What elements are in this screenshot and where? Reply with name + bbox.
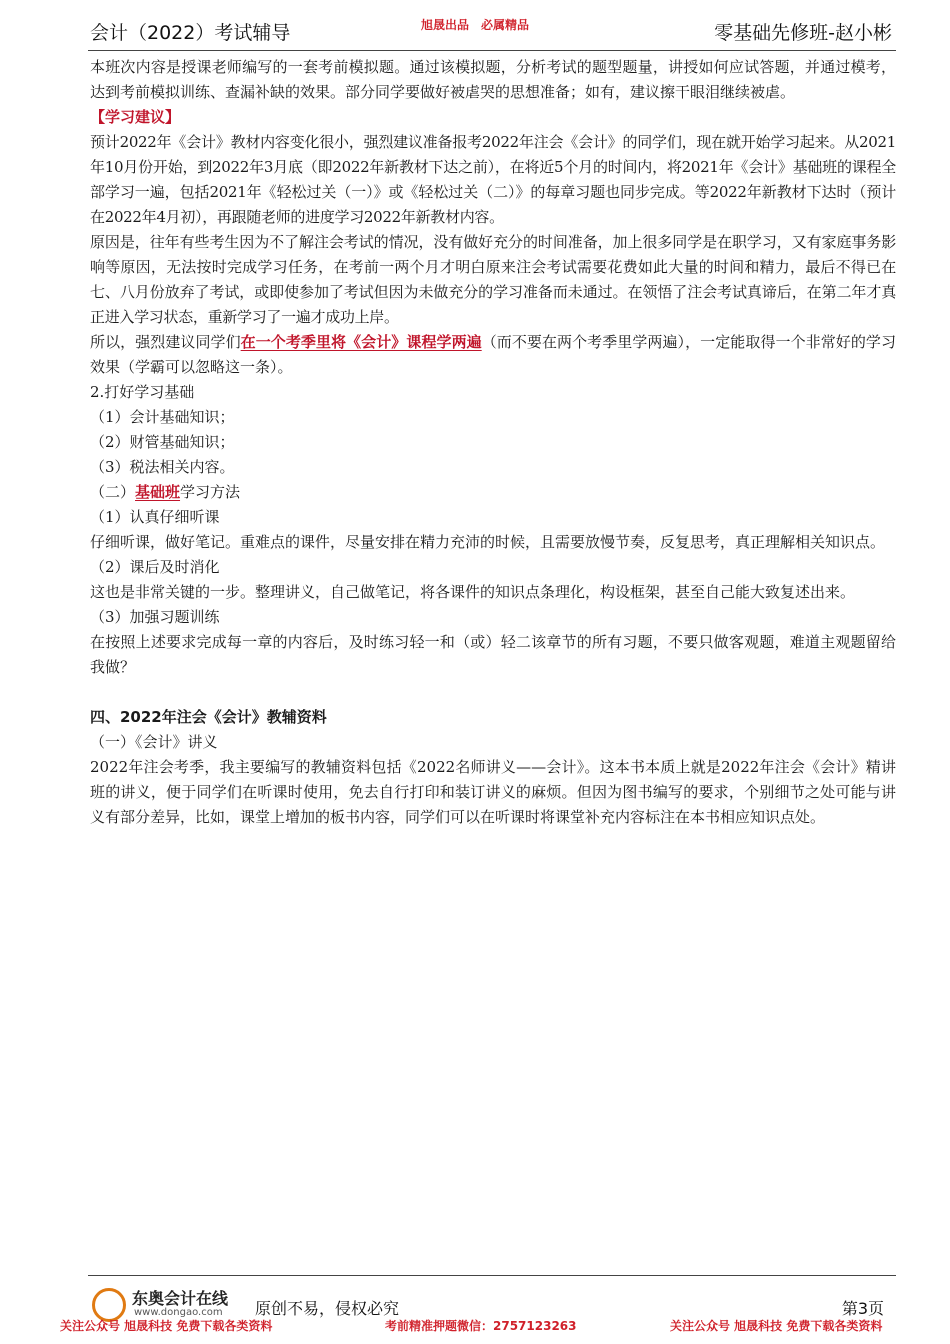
header-watermark: 旭晟出品 必属精品 [421,18,530,32]
method-2-text: 这也是非常关键的一步。整理讲义，自己做笔记，将各课件的知识点条理化，构设框架，甚至自己能大致复述出来。 [90,583,856,601]
footer-slogan: 原创不易，侵权必究 [255,1299,400,1318]
method-1-title: （1）认真仔细听课 [90,508,220,526]
footer-divider [88,1275,896,1276]
method-3-title: （3）加强习题训练 [90,608,220,626]
method-heading [90,480,896,505]
basis-item-1: （1）会计基础知识； [90,408,235,426]
basis-item-3: （3）税法相关内容。 [90,458,235,476]
header-class-name: 零基础先修班-赵小彬 [714,22,892,44]
method-3-text: 在按照上述要求完成每一章的内容后，及时练习轻一和（或）轻二该章节的所有习题，不要只做客观题，难道主观题留给我做？ [90,633,896,676]
footer-watermark-center: 考前精准押题微信：2757123263 [385,1319,577,1333]
advice-3-lead: 所以，强烈建议同学们 [90,333,241,351]
basis-item-2: （2）财管基础知识； [90,433,235,451]
method-1-text: 仔细听课，做好笔记。重难点的课件，尽量安排在精力充沛的时候，且需要放慢节奏，反复思考，真正理解相关知识点。 [90,533,886,551]
basis-heading: 2.打好学习基础 [90,383,195,401]
advice-paragraph-2: 原因是，往年有些考生因为不了解注会考试的情况，没有做好充分的时间准备，加上很多同学是在职学习，又有家庭事务影响等原因，无法按时完成学习任务，在考前一两个月才明白原来注会考试需要花费如此大量的时间和精力，最后不得已在七、八月份放弃了考试，或即使参加了考试但因为未做充分的学习准备而未通过。在领悟了注会考试真谛后，在第二年才真正进入学习状态，重新学习了一遍才成功上岸。 [90,233,896,326]
advice-paragraph-3 [90,330,896,380]
advice-3-tail: （而不要在两个考季里学两遍），一定能取得一个非常好的学习效果（学霸可以忽略这一条）。 [90,333,896,376]
section-4-heading: 四、2022年注会《会计》教辅资料 [90,708,327,726]
page-number: 第3页 [841,1299,884,1318]
logo-url: www.dongao.com [134,1307,223,1318]
logo-name: 东奥会计在线 [132,1289,229,1308]
page-header [88,14,896,51]
method-heading-lead: （二） [90,483,136,501]
method-heading-tail: 学习方法 [180,483,241,501]
section-4-paragraph: 2022年注会考季，我主要编写的教辅资料包括《2022名师讲义——会计》。这本书本质上就是2022年注会《会计》精讲班的讲义，便于同学们在听课时使用，免去自行打印和装订讲义的麻烦。但因为图书编写的要求，个别细节之处可能与讲义有部分差异，比如，课堂上增加的板书内容，同学们可以在听课时将课堂补充内容标注在本书相应知识点处。 [90,758,896,826]
document-body [90,55,896,830]
advice-paragraph-1: 预计2022年《会计》教材内容变化很小，强烈建议准备报考2022年注会《会计》的同学们，现在就开始学习起来。从2021年10月份开始，到2022年3月底（即2022年新教材下达之前），在将近5个月的时间内，将2021年《会计》基础班的课程全部学习一遍，包括2021年《轻松过关（一）》或《轻松过关（二）》的每章习题也同步完成。等2022年新教材下达时（预计在2022年4月初），再跟随老师的进度学习2022年新教材内容。 [90,133,896,226]
intro-paragraph: 本班次内容是授课老师编写的一套考前模拟题。通过该模拟题，分析考试的题型题量，讲授如何应试答题，并通过模考，达到考前模拟训练、查漏补缺的效果。部分同学要做好被虐哭的思想准备；如有，建议擦干眼泪继续被虐。 [90,58,896,101]
method-heading-highlight: 基础班 [135,483,181,501]
spacer [90,680,896,705]
study-advice-heading: 【学习建议】 [90,108,181,126]
footer-watermark-right: 关注公众号 旭晟科技 免费下载各类资料 [670,1319,883,1333]
footer-watermark-left: 关注公众号 旭晟科技 免费下载各类资料 [60,1319,273,1333]
method-2-title: （2）课后及时消化 [90,558,220,576]
section-4-subheading: （一）《会计》讲义 [90,733,218,751]
header-course-title: 会计（2022）考试辅导 [90,22,291,44]
advice-3-highlight: 在一个考季里将《会计》课程学两遍 [240,333,482,351]
